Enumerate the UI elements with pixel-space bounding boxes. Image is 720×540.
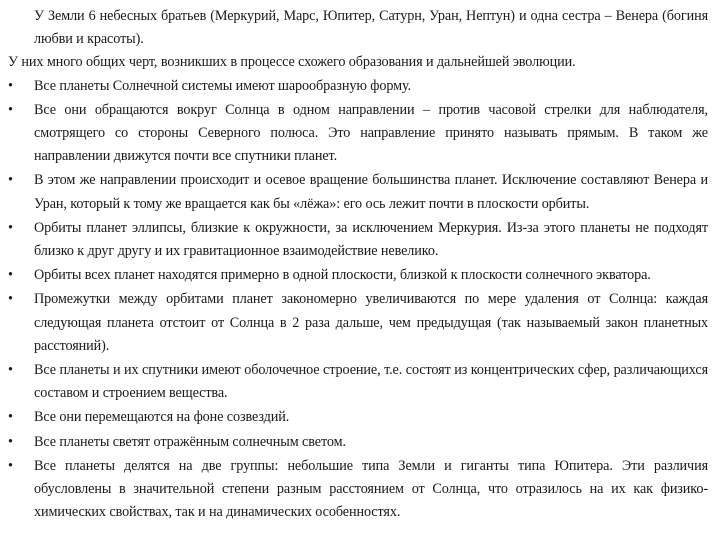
bullet-icon: • bbox=[8, 291, 13, 308]
list-item bbox=[8, 75, 708, 98]
list-item bbox=[8, 99, 708, 169]
bullet-icon: • bbox=[8, 77, 13, 94]
bullet-icon: • bbox=[8, 409, 13, 426]
bullet-icon: • bbox=[8, 219, 13, 236]
planet-features-list bbox=[8, 75, 708, 525]
bullet-icon: • bbox=[8, 362, 13, 379]
list-item-text: Все они перемещаются на фоне созвездий. bbox=[34, 409, 290, 426]
list-item bbox=[8, 359, 708, 405]
intro-paragraph bbox=[8, 5, 708, 51]
list-item bbox=[8, 264, 708, 287]
list-item-text: Все планеты и их спутники имеют оболочечное строение, т.е. состоят из концентрических сфер, различающихся составом и строением вещества. bbox=[34, 362, 708, 402]
bullet-icon: • bbox=[8, 101, 13, 118]
list-item-text: Промежутки между орбитами планет закономерно увеличиваются по мере удаления от Солнца: каждая следующая планета отстоит от Солнца в 2 раза дальше, чем предыдущая (так называемый закон планетных расстояний). bbox=[34, 291, 708, 354]
list-item-text: В этом же направлении происходит и осевое вращение большинства планет. Исключение составляют Венера и Уран, который к тому же вращается как бы «лёжа»: его ось лежит почти в плоскости орбиты. bbox=[34, 172, 708, 212]
list-item-text: Орбиты планет эллипсы, близкие к окружности, за исключением Меркурия. Из-за этого планеты не подходят близко к друг другу и их гравитационное взаимодействие невелико. bbox=[34, 219, 708, 260]
list-item-text: Все планеты светят отражённым солнечным светом. bbox=[34, 433, 346, 450]
list-item bbox=[8, 288, 708, 358]
list-item-text: Все они обращаются вокруг Солнца в одном направлении – против часовой стрелки для наблюдателя, смотрящего со стороны Северного полюса. Это направление принято называть прямым. В таком же направлении движутся почти все спутники планет. bbox=[34, 101, 708, 165]
list-item-text: Все планеты Солнечной системы имеют шарообразную форму. bbox=[34, 77, 412, 94]
list-item bbox=[8, 406, 708, 429]
intro-summary: У них много общих черт, возникших в процессе схожего образования и дальнейшей эволюции. bbox=[8, 54, 576, 71]
list-item bbox=[8, 455, 708, 525]
list-item bbox=[8, 217, 708, 263]
intro-text: У Земли 6 небесных братьев (Меркурий, Марс, Юпитер, Сатурн, Уран, Нептун) и одна сестра – Венера (богиня любви и красоты). bbox=[34, 8, 708, 48]
list-item-text: Орбиты всех планет находятся примерно в одной плоскости, близкой к плоскости солнечного экватора. bbox=[34, 267, 651, 284]
list-item-text: Все планеты делятся на две группы: небольшие типа Земли и гиганты типа Юпитера. Эти различия обусловлены в значительной степени разным расстоянием от Солнца, что отразилось на их как физико-химических свойствах, так и на динамических особенностях. bbox=[34, 457, 708, 521]
list-item bbox=[8, 169, 708, 215]
list-item bbox=[8, 431, 708, 454]
bullet-icon: • bbox=[8, 457, 13, 474]
bullet-icon: • bbox=[8, 267, 13, 284]
bullet-icon: • bbox=[8, 433, 13, 450]
bullet-icon: • bbox=[8, 172, 13, 189]
